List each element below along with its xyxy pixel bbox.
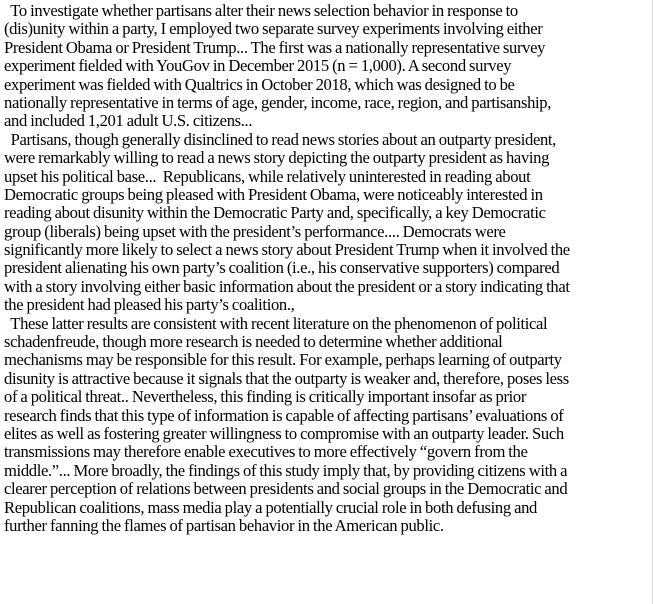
text-line: clearer perception of relations between presidents and social groups in the Democratic and xyxy=(4,479,568,499)
text-line: experiment was fielded with Qualtrics in October 2018, which was designed to be xyxy=(4,74,515,94)
text-line: group (liberals) being upset with the president’s performance.... Democrats were xyxy=(4,221,506,241)
text-line: To investigate whether partisans alter their news selection behavior in response to xyxy=(4,1,518,20)
text-line: and included 1,201 adult U.S. citizens... xyxy=(4,111,253,131)
text-line: (dis)unity within a party, I employed two separate survey experiments involving either xyxy=(4,19,543,39)
text-line: research finds that this type of information is capable of affecting partisans’ evaluations of xyxy=(4,405,564,425)
text-line: mechanisms may be responsible for this result. For example, perhaps learning of outparty xyxy=(4,350,562,370)
text-line: with a story involving either basic information about the president or a story indicating that xyxy=(4,276,570,296)
text-line: elites as well as fostering greater willingness to compromise with an outparty leader. Such xyxy=(4,423,564,443)
text-line: Partisans, though generally disinclined to read news stories about an outparty president, xyxy=(4,129,556,149)
text-line: Republican coalitions, mass media play a potentially crucial role in both defusing and xyxy=(4,497,538,517)
text-line: President Obama or President Trump... The first was a nationally representative survey xyxy=(4,37,546,57)
text-line: schadenfreude, though more research is needed to determine whether additional xyxy=(4,332,503,352)
text-line: further fanning the flames of partisan behavior in the American public. xyxy=(4,515,444,535)
text-line: nationally representative in terms of age, gender, income, race, region, and partisanship, xyxy=(4,92,552,112)
text-line: the president had pleased his party’s coalition., xyxy=(4,295,295,315)
text-line: experiment fielded with YouGov in December 2015 (n = 1,000). A second survey xyxy=(4,56,512,76)
text-line: middle.”... More broadly, the findings of this study imply that, by providing citizens with a xyxy=(4,460,568,480)
text-line: upset his political base... Republicans, while relatively uninterested in reading about xyxy=(4,166,531,186)
text-line: These latter results are consistent with recent literature on the phenomenon of political xyxy=(4,313,548,333)
text-line: president alienating his own party’s coalition (i.e., his conservative supporters) compared xyxy=(4,258,560,278)
text-line: Democratic groups being pleased with President Obama, were noticeably interested in xyxy=(4,184,543,204)
document-body-text xyxy=(4,2,650,535)
text-line: transmissions may therefore enable executives to more effectively “govern from the xyxy=(4,442,528,462)
text-line: reading about disunity within the Democratic Party and, specifically, a key Democratic xyxy=(4,203,546,223)
text-line: disunity is attractive because it signals that the outparty is weaker and, therefore, poses less xyxy=(4,368,569,388)
text-line: significantly more likely to select a news story about President Trump when it involved the xyxy=(4,240,570,260)
text-line: were remarkably willing to read a news story depicting the outparty president as having xyxy=(4,148,550,168)
text-line: of a political threat.. Nevertheless, this finding is critically important insofar as prior xyxy=(4,387,527,407)
